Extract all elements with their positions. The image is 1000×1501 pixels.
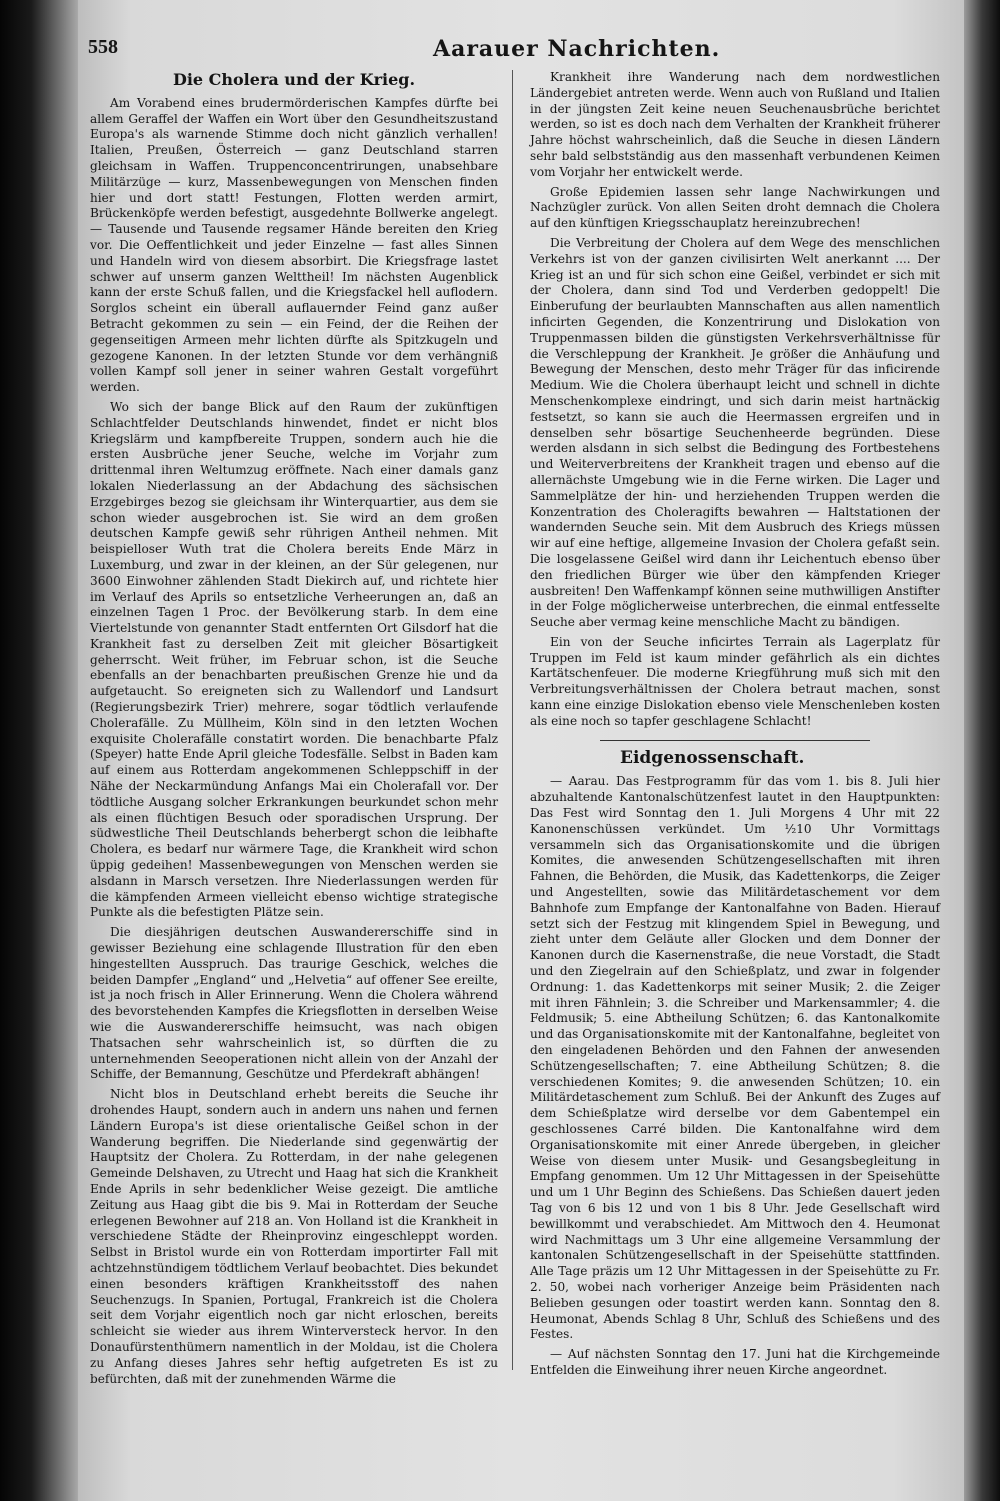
section-title: Eidgenossenschaft. <box>620 747 805 768</box>
column-divider <box>512 70 513 1370</box>
article-paragraph: Die Verbreitung der Cholera auf dem Wege des menschlichen Verkehrs ist von der ganzen civilisirten Welt anerkannt .... Der Krieg ist an und für sich schon eine Geißel, verbindet er sich mit der Cholera, dann sind Tod und Verderben gedoppelt! Die Einberufung der beurlaubten Mannschaften aus allen namentlich inficirten Gegenden, die Konzentrirung und Dislokation von Truppenmassen bilden die günstigsten Verkehrsverhältnisse für die Verschleppung der Krankheit. Je größer die Anhäufung und Bewegung der Menschen, desto mehr Träger für das inficirende Medium. Wie die Cholera überhaupt leicht und schnell in dichte Menschenkomplexe eindringt, und sich darin meist hartnäckig festsetzt, so kann sie auch die Heermassen ergreifen und in denselben sehr bösartige Seuchenheerde begründen. Diese werden alsdann in sich selbst die Bedingung des Fortbestehens und Weiterverbreitens der Krankheit tragen und ebenso auf die allernächste Umgebung wie in die Ferne wirken. Die Lager und Sammelplätze der hin- und herziehenden Truppen werden die Konzentration des Choleragifts bewahren — Haltstationen der wandernden Seuche sein. Mit dem Ausbruch des Kriegs müssen wir auf eine heftige, allgemeine Invasion der Cholera gefaßt sein. Die losgelassene Geißel wird dann ihr Leichentuch ebenso über den friedlichen Bürger wie über den kämpfenden Krieger ausbreiten! Den Waffenkampf können seine muthwilligen Anstifter in der Folge möglicherweise unterbrechen, die einmal entfesselte Seuche aber vermag keine menschliche Macht zu bändigen. <box>530 235 940 630</box>
article-paragraph: Ein von der Seuche inficirtes Terrain als Lagerplatz für Truppen im Feld ist kaum minder gefährlich als ein dichtes Kartätschenfeuer. Die moderne Kriegführung muß sich mit den Verbreitungsverhältnissen der Cholera betraut machen, sonst kann eine einzige Dislokation ebenso viele Menschenleben kosten als eine noch so tapfer geschlagene Schlacht! <box>530 634 940 728</box>
newspaper-page <box>78 0 964 1501</box>
book-edge-right <box>964 0 1000 1501</box>
article-paragraph: Wo sich der bange Blick auf den Raum der zukünftigen Schlachtfelder Deutschlands hinwendet, findet er nicht blos Kriegslärm und kampfbereite Truppen, sondern auch hie die ersten Ausbrüche jener Seuche, welche im Vorjahr zum drittenmal ihren Weltumzug eröffnete. Nach einer damals ganz lokalen Niederlassung an der Abdachung des sächsischen Erzgebirges bezog sie gleichsam ihr Winterquartier, aus dem sie schon wieder ausgebrochen ist. Sie wird an dem großen deutschen Kampfe gewiß sehr rührigen Antheil nehmen. Mit beispielloser Wuth trat die Cholera bereits Ende März in Luxemburg, und zwar in der kleinen, an der Sür gelegenen, nur 3600 Einwohner zählenden Stadt Diekirch auf, und richtete hier im Verlauf des Aprils so entsetzliche Verheerungen an, daß an einzelnen Tagen 1 Proc. der Bevölkerung starb. In dem eine Viertelstunde von genannter Stadt entfernten Ort Gilsdorf hat die Krankheit fast zu derselben Zeit mit gleicher Bösartigkeit geherrscht. Weit früher, im Februar schon, ist die Seuche ebenfalls an der benachbarten preußischen Grenze hie und da aufgetaucht. So ereigneten sich zu Wallendorf und Landsurt (Regierungsbezirk Trier) mehrere, sogar tödtlich verlaufende Cholerafälle. Zu Müllheim, Köln sind in den letzten Wochen exquisite Cholerafälle constatirt worden. Die benachbarte Pfalz (Speyer) hatte Ende April gleiche Todesfälle. Selbst in Baden kam auf einem aus Rotterdam angekommenen Schleppschiff in der Nähe der Neckarmündung Anfangs Mai ein Cholerafall vor. Der tödtliche Ausgang solcher Erkrankungen beurkundet schon mehr als einen flüchtigen Besuch oder sporadischen Ursprung. Der südwestliche Theil Deutschlands beherbergt schon die leibhafte Cholera, es bedarf nur wärmere Tage, die Krankheit wird schon üppig gedeihen! Massenbewegungen von Menschen werden sie alsdann in Marsch versetzen. Ihre Niederlassungen werden für die kämpfenden Armeen vielleicht ebenso wichtige strategische Punkte als die befestigten Plätze sein. <box>90 399 498 920</box>
section-rule <box>600 740 870 741</box>
news-item: — Aarau. Das Festprogramm für das vom 1. bis 8. Juli hier abzuhaltende Kantonalschützenfest lautet in den Hauptpunkten: Das Fest wird Sonntag den 1. Juli Morgens 4 Uhr mit 22 Kanonenschüssen verkündet. Um ½10 Uhr Vormittags versammeln sich das Organisationskomite und die übrigen Komites, die anwesenden Schützengesellschaften mit ihren Fahnen, die Behörden, die Musik, das Kadettenkorps, die Zeiger und Angestellten, sowie das Militärdetaschement vor dem Bahnhofe zum Empfange der Kantonalfahne von Baden. Hierauf setzt sich der Festzug mit klingendem Spiel in Bewegung, und zieht unter dem Geläute aller Glocken und dem Donner der Kanonen durch die Kasernenstraße, die neue Vorstadt, die Stadt und den Ziegelrain auf den Schießplatz, und zwar in folgender Ordnung: 1. das Kadettenkorps mit seiner Musik; 2. die Zeiger mit ihren Fähnlein; 3. die Schreiber und Markensammler; 4. die Feldmusik; 5. eine Abtheilung Schützen; 6. das Kantonalkomite und das Organisationskomite mit der Kantonalfahne, begleitet von den eingeladenen Behörden und den Fahnen der anwesenden Schützengesellschaften; 7. eine Abtheilung Schützen; 8. die verschiedenen Komites; 9. die anwesenden Schützen; 10. ein Militärdetaschement zum Schluß. Bei der Ankunft des Zuges auf dem Schießplatze wird derselbe vor dem Gabentempel ein geschlossenes Carré bilden. Die Kantonalfahne wird dem Organisationskomite mit einer Anrede übergeben, in gleicher Weise von diesem unter Musik- und Gesangsbegleitung in Empfang genommen. Um 12 Uhr Mittagessen in der Speisehütte und um 1 Uhr Beginn des Schießens. Das Schießen dauert jeden Tag von 6 bis 12 und von 1 bis 8 Uhr. Jede Gesellschaft wird bewillkommt und verabschiedet. Am Mittwoch den 4. Heumonat wird Nachmittags um 3 Uhr eine allgemeine Versammlung der kantonalen Schützengesellschaft in der Speisehütte stattfinden. Alle Tage präzis um 12 Uhr Mittagessen in der Speisehütte zu Fr. 2. 50, wobei nach vorheriger Anzeige beim Präsidenten nach Belieben gesungen oder toastirt werden kann. Sonntag den 8. Heumonat, Abends Schlag 8 Uhr, Schluß des Schießens und des Festes. <box>530 774 940 1342</box>
article-headline: Die Cholera und der Krieg. <box>172 70 416 89</box>
left-column <box>90 70 498 1391</box>
article-paragraph: Krankheit ihre Wanderung nach dem nordwestlichen Ländergebiet antreten werde. Wenn auch von Rußland und Italien in der jüngsten Zeit keine neuen Seuchenausbrüche berichtet werden, so ist es doch nach dem Verhalten der Krankheit früherer Jahre höchst wahrscheinlich, daß die Seuche in diesen Ländern sehr bald selbstständig aus den massenhaft verbundenen Keimen vom Vorjahr her entwickelt werde. <box>530 70 940 179</box>
article-paragraph: Nicht blos in Deutschland erhebt bereits die Seuche ihr drohendes Haupt, sondern auch in andern uns nahen und fernen Ländern Europa's ist diese orientalische Geißel schon in der Wanderung begriffen. Die Niederlande sind gegenwärtig der Hauptsitz der Cholera. Zu Rotterdam, in der nahe gelegenen Gemeinde Delshaven, zu Utrecht und Haag hat sich die Krankheit Ende Aprils in sehr bedenklicher Weise gezeigt. Die amtliche Zeitung aus Haag gibt die bis 9. Mai in Rotterdam der Seuche erlegenen Bewohner auf 218 an. Von Holland ist die Krankheit in verschiedene Städte der Rheinprovinz eingeschleppt worden. Selbst in Bristol wurde ein von Rotterdam importirter Fall mit achtzehnstündigem tödtlichem Verlauf beobachtet. Dies bekundet einen besonders kräftigen Krankheitsstoff des nahen Seuchenzugs. In Spanien, Portugal, Frankreich ist die Cholera seit dem Vorjahr eigentlich noch gar nicht erloschen, bereits schleicht sie wieder aus ihrem Winterversteck hervor. In den Donaufürstenthümern namentlich in der Moldau, ist die Cholera zu Anfang dieses Jahres sehr heftig aufgetreten Es ist zu befürchten, daß mit der zunehmenden Wärme die <box>90 1087 498 1386</box>
article-paragraph: Große Epidemien lassen sehr lange Nachwirkungen und Nachzügler zurück. Von allen Seiten droht demnach die Cholera auf den künftigen Kriegsschauplatz hereinzubrechen! <box>530 184 940 231</box>
page-header <box>88 36 954 70</box>
right-column <box>530 70 940 1383</box>
book-gutter-left <box>0 0 78 1501</box>
masthead: Aarauer Nachrichten. <box>433 36 721 62</box>
page-number: 558 <box>88 36 118 58</box>
article-paragraph: Am Vorabend eines brudermörderischen Kampfes dürfte bei allem Geraffel der Waffen ein Wort über den Gesundheitszustand Europa's als warnende Stimme doch nicht gänzlich verhallen! Italien, Preußen, Österreich — ganz Deutschland starren gleichsam in Waffen. Truppenconcentrirungen, unabsehbare Militärzüge — kurz, Massenbewegungen von Menschen finden hier und dort statt! Festungen, Flotten werden armirt, Brückenköpfe werden befestigt, ausgedehnte Bollwerke angelegt. — Tausende und Tausende regsamer Hände bereiten den Krieg vor. Die Oeffentlichkeit und jeder Einzelne — fast alles Sinnen und Handeln wird von diesem absorbirt. Die Kriegsfrage lastet schwer auf unserm ganzen Welttheil! Im nächsten Augenblick kann der erste Schuß fallen, und die Kriegsfackel hell auflodern. Sorglos scheint ein überall auflauernder Feind ganz außer Betracht gekommen zu sein — ein Feind, der die Reihen der gegenseitigen Armeen mehr lichten dürfte als Spitzkugeln und gezogene Kanonen. In der letzten Stunde vor dem verhängniß vollen Kampf soll jener in seiner wahren Gestalt vorgeführt werden. <box>90 95 498 395</box>
news-item: — Auf nächsten Sonntag den 17. Juni hat die Kirchgemeinde Entfelden die Einweihung ihrer neuen Kirche angeordnet. <box>530 1347 940 1377</box>
article-paragraph: Die diesjährigen deutschen Auswandererschiffe sind in gewisser Beziehung eine schlagende Illustration für den eben hingestellten Ausspruch. Das traurige Geschick, welches die beiden Dampfer „England“ und „Helvetia“ auf offener See ereilte, ist ja noch frisch in Aller Erinnerung. Wenn die Cholera während des bevorstehenden Kampfes die Kriegsflotten in derselben Weise wie die Auswandererschiffe heimsucht, was nach obigen Thatsachen sehr wahrscheinlich ist, so dürften die zu unternehmenden Seeoperationen nicht allein von der Anzahl der Schiffe, der Bemannung, Geschütze und Pferdekraft abhängen! <box>90 925 498 1082</box>
